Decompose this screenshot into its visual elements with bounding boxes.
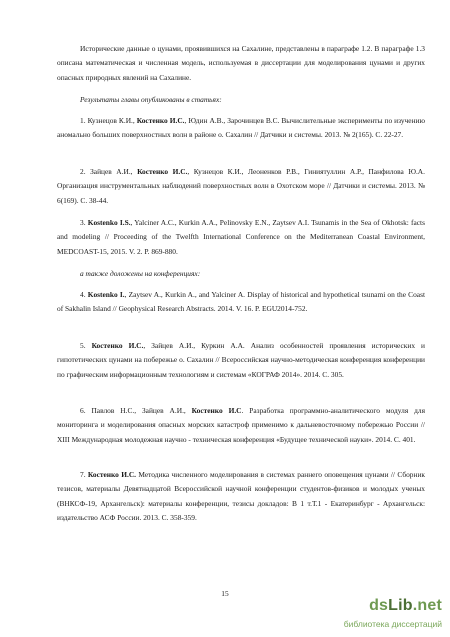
published-heading: Результаты главы опубликованы в статьях: (80, 95, 222, 104)
reference-1 (57, 114, 425, 143)
dslib-watermark[interactable] (324, 597, 442, 633)
ref-authors: Зайцев А.И., (90, 167, 138, 176)
ref-number: 5. (80, 341, 86, 350)
reference-7 (57, 468, 425, 525)
watermark-brand-c: .net (412, 597, 442, 614)
ref-number: 7. (80, 470, 86, 479)
ref-body: , Кузнецов К.И., Леоненков Р.В., Гиниятуллин А.Р., Панфилова Ю.А. Организация инструментальных наблюдений поверхностных волн в Охотском море // Датчики и системы. 2013. № 6(169). С. 38-44. (57, 167, 425, 205)
ref-number: 4. (80, 290, 86, 299)
watermark-subtitle: библиотека диссертаций (343, 619, 442, 629)
ref-body: , Yalciner A.C., Kurkin A.A., Pelinovsky E.N., Zaytsev A.I. Tsunamis in the Sea of Okhotsk: facts and modeling // Proceeding of the Twelfth International Conference on the Mediterranean Coastal Environment, MEDCOAST-15, 2015. V. 2. P. 869-880. (57, 218, 425, 256)
page-number: 15 (221, 589, 229, 598)
reference-6 (57, 404, 425, 447)
ref-number: 2. (80, 167, 86, 176)
reference-2 (57, 165, 425, 208)
ref-author-highlight: Костенко И.С. (136, 116, 185, 125)
ref-authors: Павлов Н.С., Зайцев А.И., (91, 406, 192, 415)
ref-number: 1. (80, 116, 86, 125)
reference-5 (57, 339, 425, 382)
watermark-brand-b: Lib (388, 597, 413, 614)
ref-author-highlight: Костенко И.С. (91, 341, 144, 350)
intro-paragraph: Исторические данные о цунами, проявившихся на Сахалине, представлены в параграфе 1.2. В параграфе 1.3 описана математическая и численная модель, используемая в диссертации для моделирования цунами и других опасных природных явлений на Сахалине. (57, 44, 425, 82)
ref-authors: Кузнецов К.И., (87, 116, 137, 125)
ref-body: . Разработка программно-аналитического модуля для мониторинга и моделирования опасных морских катастроф применимо к дальневосточному побережью России // XIII Международная молодежная научно - техническая конференция «Будущее технической науки». 2014. С. 401. (57, 406, 425, 444)
ref-body: , Зайцев А.И., Куркин А.А. Анализ особенностей проявления исторических и гипотетических цунами на побережье о. Сахалин // Всероссийская научно-методическая конференция конференции по графическим информационным технологиям и системам «КОГРАФ 2014». 2014. С. 305. (57, 341, 426, 379)
reference-4 (57, 288, 425, 317)
ref-body: , Zaytsev A., Kurkin A., and Yalciner A. Display of historical and hypothetical tsunami on the Coast of Sakhalin Island // Geophysical Research Abstracts. 2014. V. 16. P. EGU2014-752. (57, 290, 425, 314)
watermark-brand-a: ds (369, 597, 389, 614)
ref-body: Методика численного моделирования в системах раннего оповещения цунами // Сборник тезисов, материалы Девятнадцатой Всероссийской научной конференции студентов-физиков и молодых ученых (ВНКСФ-19, Архангельск): материалы конференции, тезисы докладов: В 1 т.Т.1 - Екатеринбург - Архангельск: издательство АСФ России. 2013. С. 358-359. (57, 470, 425, 522)
reports-heading: а также доложены на конференциях: (80, 269, 201, 278)
watermark-logo (369, 597, 442, 615)
ref-number: 3. (80, 218, 86, 227)
ref-number: 6. (80, 406, 86, 415)
ref-author-highlight: Костенко И.С. (87, 470, 137, 479)
ref-author-highlight: Костенко И.С. (137, 167, 188, 176)
ref-author-highlight: Kostenko I. (87, 290, 125, 299)
ref-author-highlight: Kostenko I.S. (87, 218, 131, 227)
reference-3 (57, 216, 425, 259)
ref-body: , Юдин А.В., Зарочинцев В.С. Вычислительные эксперименты по изучению аномально больших поверхностных волн в районе о. Сахалин // Датчики и системы. 2013. № 2(165). С. 22-27. (57, 116, 425, 140)
ref-author-highlight: Костенко И.С (191, 406, 242, 415)
